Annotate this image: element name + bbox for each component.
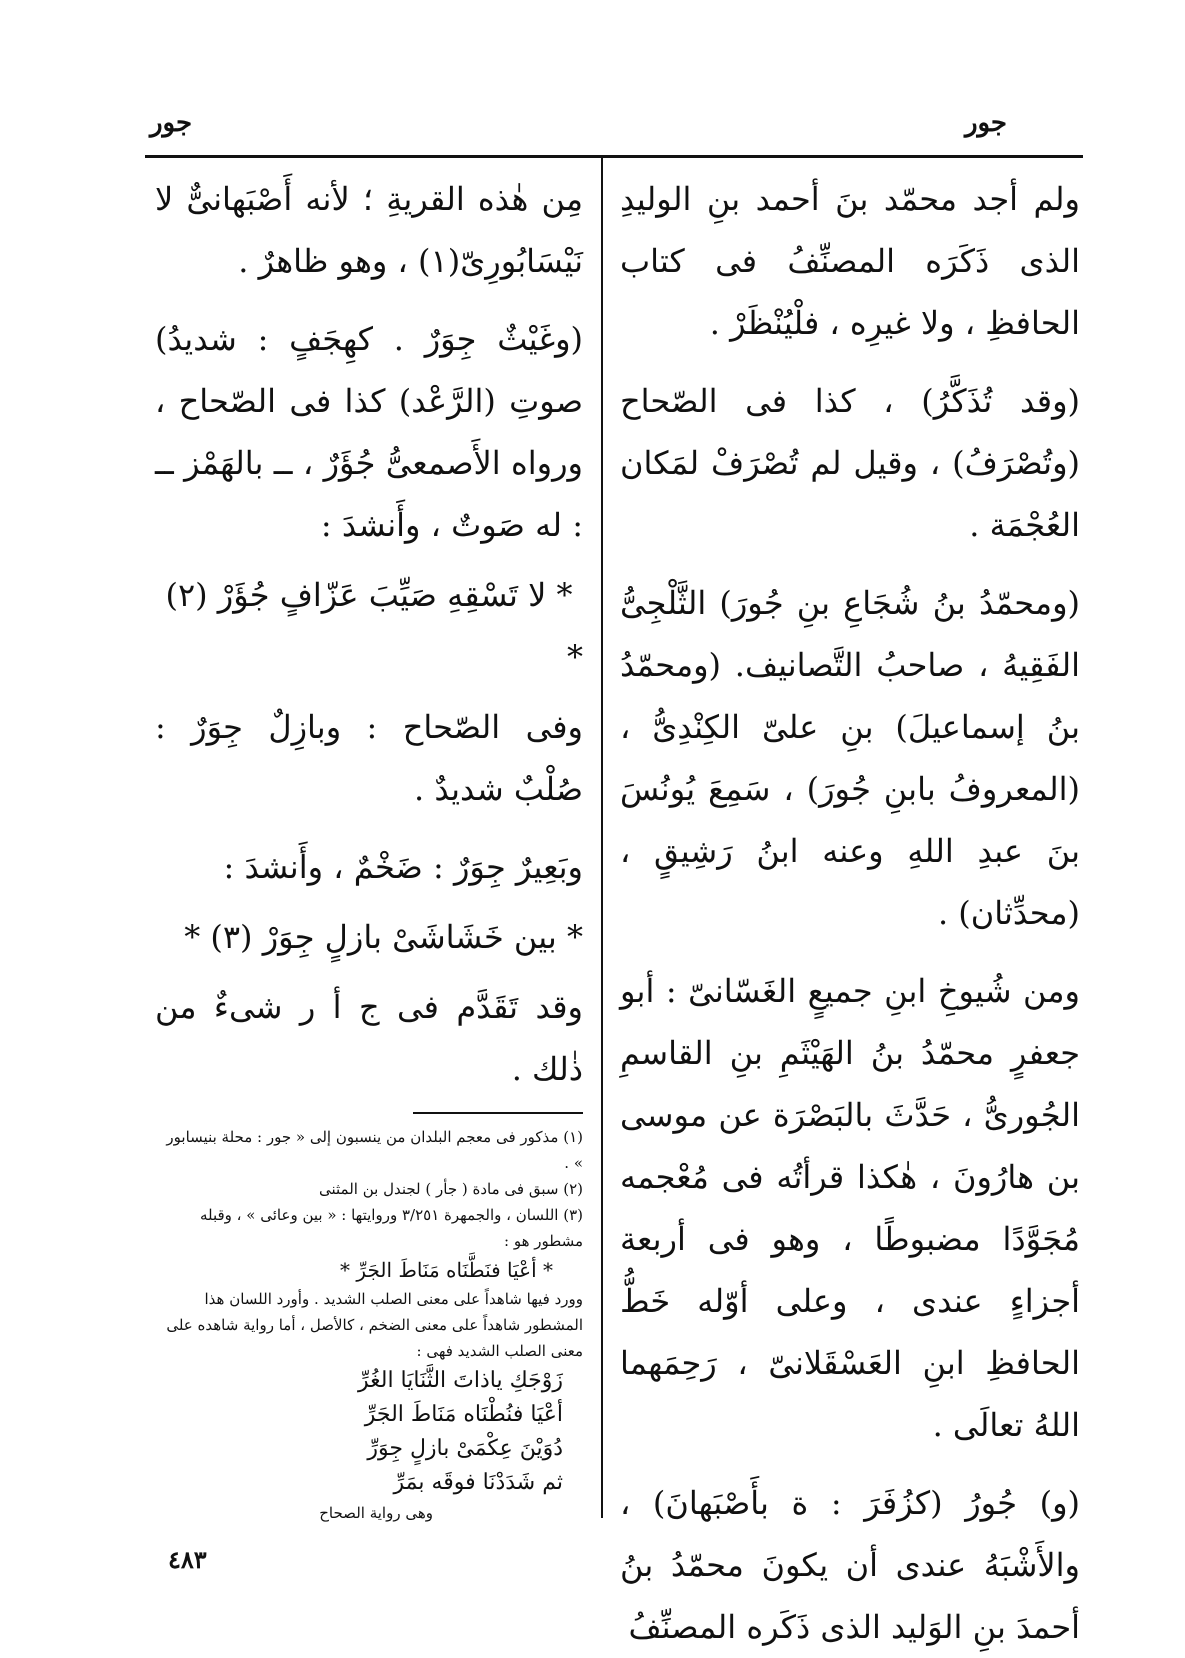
footnote: وهى رواية الصحاح — [319, 1504, 433, 1522]
column-divider — [601, 158, 603, 1518]
footnote-verse: زَوْجَكِ ياذاتَ الثَّنَايَا الغُرِّ — [357, 1368, 563, 1393]
running-header-left: جور — [150, 108, 193, 138]
paragraph: (وغَيْثٌ جِوَرٌ . كهِجَفٍ : شديدُ) صوتِ (الرَّعْد) كذا فى الصّحاح ، ورواه الأَصمعىُّ جُؤَرٌ ، ــ بالهَمْز ــ : له صَوتٌ ، وأَنشدَ : — [155, 320, 583, 544]
paragraph: وقد تَقَدَّم فى ج أ ر شىءٌ من ذٰلك . — [155, 988, 583, 1088]
verse-line: * بين خَشَاشَىْ بازلٍ جِوَرْ (٣) * — [184, 918, 583, 956]
page-number: ٤٨٣ — [168, 1545, 207, 1574]
left-column — [155, 168, 583, 1526]
footnote: (٣) اللسان ، والجمهرة ٣/٢٥١ وروايتها : « بين وعائى » ، وقبله مشطور هو : — [199, 1206, 583, 1250]
footnote-verse: دُوَيْنَ عِكْمَىْ بازلٍ جِوَرِّ — [367, 1436, 563, 1461]
paragraph: ولم أجد محمّد بنَ أحمد بنِ الوليدِ الذى ذَكَرَه المصنِّفُ فى كتاب الحافظِ ، ولا غيرِه ، فلْيُنْظَرْ . — [620, 180, 1080, 342]
footnote-verse: ثم شَدَدْنَا فوقَه بمَرِّ — [393, 1470, 563, 1495]
paragraph: وبَعِيرٌ جِوَرٌ : ضَخْمٌ ، وأَنشدَ : — [223, 848, 583, 886]
header-rule — [145, 155, 1083, 158]
footnote: (١) مذكور فى معجم البلدان من ينسبون إلى « جور : محلة بنيسابور » . — [166, 1128, 583, 1172]
footnote: وورد فيها شاهداً على معنى الصلب الشديد . وأورد اللسان هذا المشطور شاهداً على معنى الضخم ، كالأصل ، أما رواية شاهده على معنى الصلب الشديد فهى : — [166, 1290, 583, 1360]
paragraph: (و) جُورُ (كزُفَرَ : ة بأَصْبَهانَ) ، والأَشْبَهُ عندى أن يكونَ محمّدُ بنُ أحمدَ بنِ الوَليد الذى ذَكَره المصنِّفُ — [620, 1484, 1080, 1646]
verse-line: * لا تَسْقِهِ صَيِّبَ عَزّافٍ جُؤَرْ (٢) * — [165, 576, 583, 676]
footnote-rule — [413, 1112, 583, 1114]
paragraph: مِن هٰذه القريةِ ؛ لأنه أَصْبَهانىٌّ لا نَيْسَابُورِىّ(١) ، وهو ظاهرٌ . — [155, 180, 583, 280]
paragraph: (ومحمّدُ بنُ شُجَاعِ بنِ جُورَ) الثَّلْجِىُّ الفَقِيهُ ، صاحبُ التَّصانيف. (ومحمّدُ بنُ إسماعيلَ) بنِ علىّ الكِنْدِىُّ ، (المعروفُ بابنِ جُورَ) ، سَمِعَ يُونُسَ بنَ عبدِ اللهِ وعنه ابنُ رَشِيقٍ ، (محدِّثان) . — [620, 584, 1080, 932]
right-column — [620, 168, 1080, 1658]
paragraph: وفى الصّحاح : وبازِلٌ جِوَرٌ : صُلْبٌ شديدٌ . — [155, 708, 583, 808]
paragraph: ومن شُيوخِ ابنِ جميعٍ الغَسّانىّ : أبو جعفرٍ محمّدُ بنُ الهَيْثَمِ بنِ القاسمِ الجُورىُّ ، حَدَّثَ بالبَصْرَة عن موسى بن هارُونَ ، هٰكذا قرأتُه فى مُعْجمه مُجَوَّدًا مضبوطًا ، وهو فى أربعة أجزاءٍ عندى ، وعلى أوّله خَطُّ الحافظِ ابنِ العَسْقَلانىّ ، رَحِمَهما اللهُ تعالَى . — [620, 972, 1080, 1444]
running-header-right: جور — [964, 108, 1007, 138]
paragraph: (وقد تُذَكَّرُ) ، كذا فى الصّحاح (وتُصْرَفُ) ، وقيل لم تُصْرَفْ لمَكان العُجْمَة . — [620, 382, 1080, 544]
footnote-verse: أعْيَا فنُطْنَاه مَنَاطَ الجَرِّ — [364, 1402, 563, 1427]
footnote-verse: * أعْيَا فنَطَّنَاه مَنَاطَ الجَرِّ * — [340, 1258, 553, 1282]
footnotes — [155, 1124, 583, 1526]
footnote: (٢) سبق فى مادة ( جأر ) لجندل بن المثنى — [318, 1180, 583, 1198]
